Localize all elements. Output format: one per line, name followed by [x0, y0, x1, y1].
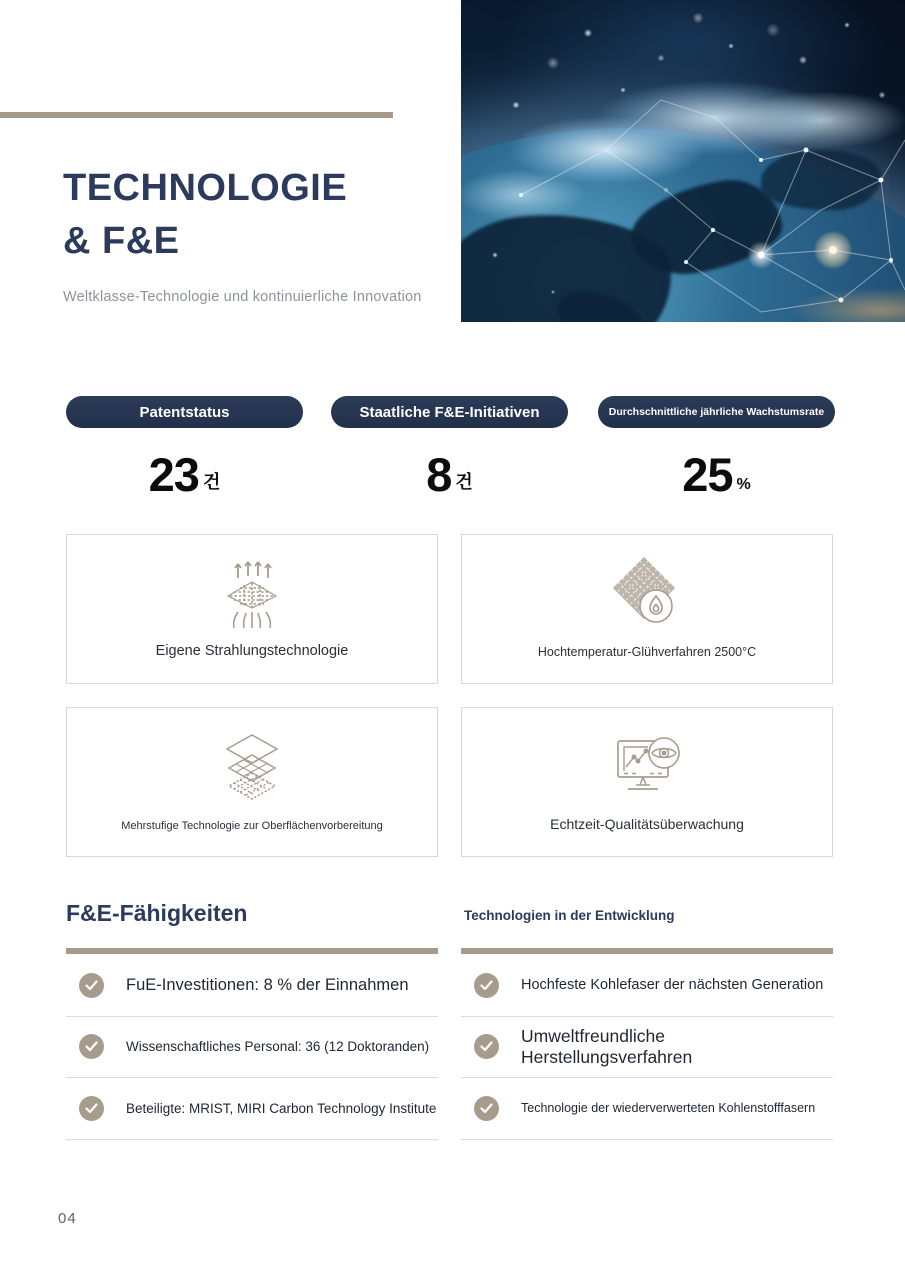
layered-surface-icon — [211, 722, 293, 814]
section-accent-bar — [461, 948, 833, 954]
stat-pill-label: Durchschnittliche jährliche Wachstumsrate — [608, 406, 825, 418]
list-item — [461, 1078, 833, 1140]
list-item — [66, 1017, 438, 1079]
stat-unit: 건 — [455, 472, 473, 492]
list-item — [461, 955, 833, 1017]
feature-card-label: Eigene Strahlungstechnologie — [155, 643, 349, 659]
stat-pill-label: Patentstatus — [139, 403, 230, 421]
section-title-capabilities: F&E-Fähigkeiten — [66, 900, 248, 926]
check-icon — [474, 1034, 499, 1059]
feature-card-strahlung — [66, 534, 438, 684]
stat-pill-label: Staatliche F&E-Initiativen — [359, 403, 540, 421]
page-title: TECHNOLOGIE & F&E — [63, 167, 348, 262]
check-icon — [79, 973, 104, 998]
capabilities-list — [66, 955, 438, 1140]
stat-value-initiatives — [331, 440, 568, 501]
stat-unit: 건 — [202, 472, 221, 492]
list-item — [66, 955, 438, 1017]
stat-value-patents — [66, 440, 303, 501]
high-temperature-flame-icon — [606, 549, 688, 641]
list-item-text: Umweltfreundliche Herstellungsverfahren — [521, 1025, 693, 1067]
radiation-mesh-icon — [213, 549, 291, 641]
feature-card-label: Hochtemperatur-Glühverfahren 2500°C — [537, 645, 757, 659]
stat-value-growth — [598, 440, 835, 501]
check-icon — [474, 1096, 499, 1121]
list-item-text: Beteiligte: MRIST, MIRI Carbon Technology Institute — [126, 1100, 437, 1116]
stat-number: 23 — [148, 448, 199, 501]
section-title-development: Technologien in der Entwicklung — [464, 908, 675, 923]
stat-pill-patentstatus — [66, 396, 303, 428]
bokeh-dots — [461, 0, 905, 322]
top-accent-bar — [0, 112, 393, 118]
stat-pill-wachstumsrate — [598, 396, 835, 428]
development-list — [461, 955, 833, 1140]
section-accent-bar — [66, 948, 438, 954]
list-item-text: FuE-Investitionen: 8 % der Einnahmen — [126, 975, 409, 994]
feature-card-gluehverfahren — [461, 534, 833, 684]
hero-globe-image — [461, 0, 905, 322]
check-icon — [79, 1096, 104, 1121]
stat-pill-initiativen — [331, 396, 568, 428]
list-item — [461, 1017, 833, 1079]
stat-unit: % — [736, 476, 751, 493]
list-item — [66, 1078, 438, 1140]
check-icon — [79, 1034, 104, 1059]
check-icon — [474, 973, 499, 998]
list-item-text: Wissenschaftliches Personal: 36 (12 Doktoranden) — [126, 1039, 430, 1055]
feature-card-label: Echtzeit-Qualitätsüberwachung — [550, 816, 744, 832]
list-item-text: Technologie der wiederverwerteten Kohlenstofffasern — [521, 1101, 816, 1116]
monitor-eye-icon — [604, 722, 690, 814]
feature-card-oberflaeche — [66, 707, 438, 857]
page-number: 04 — [58, 1210, 77, 1227]
list-item-text: Hochfeste Kohlefaser der nächsten Generation — [521, 977, 824, 994]
feature-card-qualitaet — [461, 707, 833, 857]
page-subtitle: Weltklasse-Technologie und kontinuierliche Innovation — [63, 289, 422, 305]
stat-number: 8 — [426, 448, 452, 501]
feature-card-label: Mehrstufige Technologie zur Oberflächenvorbereitung — [121, 820, 383, 832]
stat-number: 25 — [682, 448, 733, 501]
